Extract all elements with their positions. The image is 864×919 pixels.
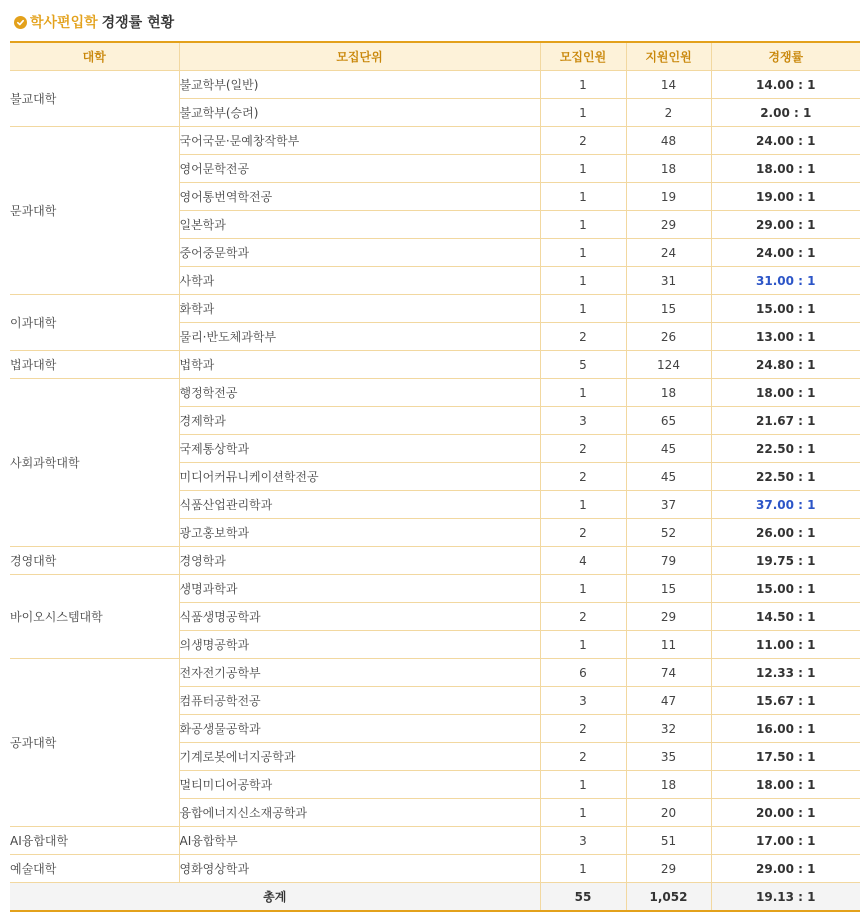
unit-cell: 생명과학과 (179, 575, 540, 603)
rate-cell: 17.00 : 1 (711, 827, 860, 855)
quota-cell: 1 (540, 631, 626, 659)
unit-cell: 국제통상학과 (179, 435, 540, 463)
table-row (10, 379, 860, 407)
quota-cell: 1 (540, 211, 626, 239)
quota-cell: 2 (540, 519, 626, 547)
applicants-cell: 52 (626, 519, 711, 547)
rate-cell: 24.00 : 1 (711, 127, 860, 155)
quota-cell: 2 (540, 127, 626, 155)
rate-cell: 16.00 : 1 (711, 715, 860, 743)
rate-cell: 18.00 : 1 (711, 379, 860, 407)
college-cell: 바이오시스템대학 (10, 575, 179, 659)
applicants-cell: 29 (626, 855, 711, 883)
unit-cell: 중어중문학과 (179, 239, 540, 267)
quota-cell: 2 (540, 743, 626, 771)
rate-cell: 18.00 : 1 (711, 771, 860, 799)
quota-cell: 2 (540, 323, 626, 351)
applicants-cell: 29 (626, 211, 711, 239)
applicants-cell: 45 (626, 435, 711, 463)
quota-cell: 5 (540, 351, 626, 379)
column-header-college: 대학 (10, 42, 179, 71)
section-title (14, 12, 174, 32)
rate-cell: 24.80 : 1 (711, 351, 860, 379)
table-row (10, 295, 860, 323)
unit-cell: 전자전기공학부 (179, 659, 540, 687)
quota-cell: 1 (540, 239, 626, 267)
unit-cell: 컴퓨터공학전공 (179, 687, 540, 715)
unit-cell: 영화영상학과 (179, 855, 540, 883)
rate-cell: 19.75 : 1 (711, 547, 860, 575)
column-header-quota: 모집인원 (540, 42, 626, 71)
quota-cell: 3 (540, 687, 626, 715)
applicants-cell: 124 (626, 351, 711, 379)
unit-cell: 불교학부(일반) (179, 71, 540, 99)
table-header-row (10, 42, 860, 71)
applicants-cell: 48 (626, 127, 711, 155)
applicants-cell: 37 (626, 491, 711, 519)
quota-cell: 4 (540, 547, 626, 575)
quota-cell: 1 (540, 183, 626, 211)
unit-cell: 화학과 (179, 295, 540, 323)
college-cell: AI융합대학 (10, 827, 179, 855)
applicants-cell: 11 (626, 631, 711, 659)
quota-cell: 2 (540, 603, 626, 631)
applicants-cell: 14 (626, 71, 711, 99)
applicants-cell: 18 (626, 155, 711, 183)
rate-cell: 22.50 : 1 (711, 463, 860, 491)
applicants-cell: 47 (626, 687, 711, 715)
quota-cell: 1 (540, 155, 626, 183)
rate-cell: 31.00 : 1 (711, 267, 860, 295)
applicants-cell: 65 (626, 407, 711, 435)
title-rest: 경쟁률 현황 (101, 15, 175, 31)
quota-cell: 3 (540, 827, 626, 855)
applicants-cell: 18 (626, 771, 711, 799)
unit-cell: 기계로봇에너지공학과 (179, 743, 540, 771)
college-cell: 경영대학 (10, 547, 179, 575)
unit-cell: 물리·반도체과학부 (179, 323, 540, 351)
rate-cell: 12.33 : 1 (711, 659, 860, 687)
applicants-cell: 19 (626, 183, 711, 211)
table-row (10, 855, 860, 883)
table-body (10, 71, 860, 883)
quota-cell: 1 (540, 71, 626, 99)
applicants-cell: 24 (626, 239, 711, 267)
applicants-cell: 15 (626, 575, 711, 603)
applicants-cell: 29 (626, 603, 711, 631)
unit-cell: 미디어커뮤니케이션학전공 (179, 463, 540, 491)
table-row (10, 127, 860, 155)
total-applicants: 1,052 (626, 883, 711, 912)
rate-cell: 29.00 : 1 (711, 855, 860, 883)
applicants-cell: 32 (626, 715, 711, 743)
table-row (10, 71, 860, 99)
quota-cell: 1 (540, 267, 626, 295)
applicants-cell: 2 (626, 99, 711, 127)
unit-cell: 사학과 (179, 267, 540, 295)
rate-cell: 14.00 : 1 (711, 71, 860, 99)
rate-cell: 11.00 : 1 (711, 631, 860, 659)
rate-cell: 15.00 : 1 (711, 575, 860, 603)
rate-cell: 26.00 : 1 (711, 519, 860, 547)
unit-cell: 식품산업관리학과 (179, 491, 540, 519)
rate-cell: 15.67 : 1 (711, 687, 860, 715)
applicants-cell: 35 (626, 743, 711, 771)
table-row (10, 351, 860, 379)
unit-cell: 경영학과 (179, 547, 540, 575)
college-cell: 문과대학 (10, 127, 179, 295)
total-row (10, 883, 860, 912)
column-header-rate: 경쟁률 (711, 42, 860, 71)
rate-cell: 37.00 : 1 (711, 491, 860, 519)
applicants-cell: 74 (626, 659, 711, 687)
quota-cell: 2 (540, 435, 626, 463)
applicants-cell: 51 (626, 827, 711, 855)
title-accent: 학사편입학 (30, 15, 98, 31)
unit-cell: 멀티미디어공학과 (179, 771, 540, 799)
college-cell: 예술대학 (10, 855, 179, 883)
check-circle-icon (14, 16, 27, 29)
applicants-cell: 15 (626, 295, 711, 323)
applicants-cell: 18 (626, 379, 711, 407)
total-label: 총계 (10, 883, 540, 912)
college-cell: 사회과학대학 (10, 379, 179, 547)
college-cell: 공과대학 (10, 659, 179, 827)
table-row (10, 827, 860, 855)
unit-cell: 의생명공학과 (179, 631, 540, 659)
rate-cell: 19.00 : 1 (711, 183, 860, 211)
quota-cell: 1 (540, 771, 626, 799)
rate-cell: 2.00 : 1 (711, 99, 860, 127)
rate-cell: 29.00 : 1 (711, 211, 860, 239)
applicants-cell: 20 (626, 799, 711, 827)
column-header-applicants: 지원인원 (626, 42, 711, 71)
column-header-unit: 모집단위 (179, 42, 540, 71)
quota-cell: 6 (540, 659, 626, 687)
rate-cell: 21.67 : 1 (711, 407, 860, 435)
college-cell: 이과대학 (10, 295, 179, 351)
rate-cell: 13.00 : 1 (711, 323, 860, 351)
quota-cell: 1 (540, 379, 626, 407)
quota-cell: 1 (540, 575, 626, 603)
college-cell: 법과대학 (10, 351, 179, 379)
quota-cell: 2 (540, 463, 626, 491)
applicants-cell: 26 (626, 323, 711, 351)
unit-cell: 영어통번역학전공 (179, 183, 540, 211)
unit-cell: 융합에너지신소재공학과 (179, 799, 540, 827)
quota-cell: 1 (540, 855, 626, 883)
rate-cell: 20.00 : 1 (711, 799, 860, 827)
college-cell: 불교대학 (10, 71, 179, 127)
rate-cell: 15.00 : 1 (711, 295, 860, 323)
applicants-cell: 45 (626, 463, 711, 491)
unit-cell: 법학과 (179, 351, 540, 379)
unit-cell: 행정학전공 (179, 379, 540, 407)
applicants-cell: 79 (626, 547, 711, 575)
quota-cell: 1 (540, 99, 626, 127)
table-row (10, 575, 860, 603)
total-quota: 55 (540, 883, 626, 912)
rate-cell: 24.00 : 1 (711, 239, 860, 267)
unit-cell: 일본학과 (179, 211, 540, 239)
unit-cell: 불교학부(승려) (179, 99, 540, 127)
table-row (10, 659, 860, 687)
quota-cell: 1 (540, 295, 626, 323)
quota-cell: 2 (540, 715, 626, 743)
quota-cell: 1 (540, 491, 626, 519)
unit-cell: 화공생물공학과 (179, 715, 540, 743)
unit-cell: 식품생명공학과 (179, 603, 540, 631)
applicants-cell: 31 (626, 267, 711, 295)
unit-cell: AI융합학부 (179, 827, 540, 855)
rate-cell: 22.50 : 1 (711, 435, 860, 463)
quota-cell: 3 (540, 407, 626, 435)
rate-cell: 17.50 : 1 (711, 743, 860, 771)
total-rate: 19.13 : 1 (711, 883, 860, 912)
table-row (10, 547, 860, 575)
competition-rate-table (10, 41, 860, 912)
quota-cell: 1 (540, 799, 626, 827)
rate-cell: 14.50 : 1 (711, 603, 860, 631)
unit-cell: 광고홍보학과 (179, 519, 540, 547)
unit-cell: 경제학과 (179, 407, 540, 435)
rate-cell: 18.00 : 1 (711, 155, 860, 183)
unit-cell: 국어국문·문예창작학부 (179, 127, 540, 155)
unit-cell: 영어문학전공 (179, 155, 540, 183)
